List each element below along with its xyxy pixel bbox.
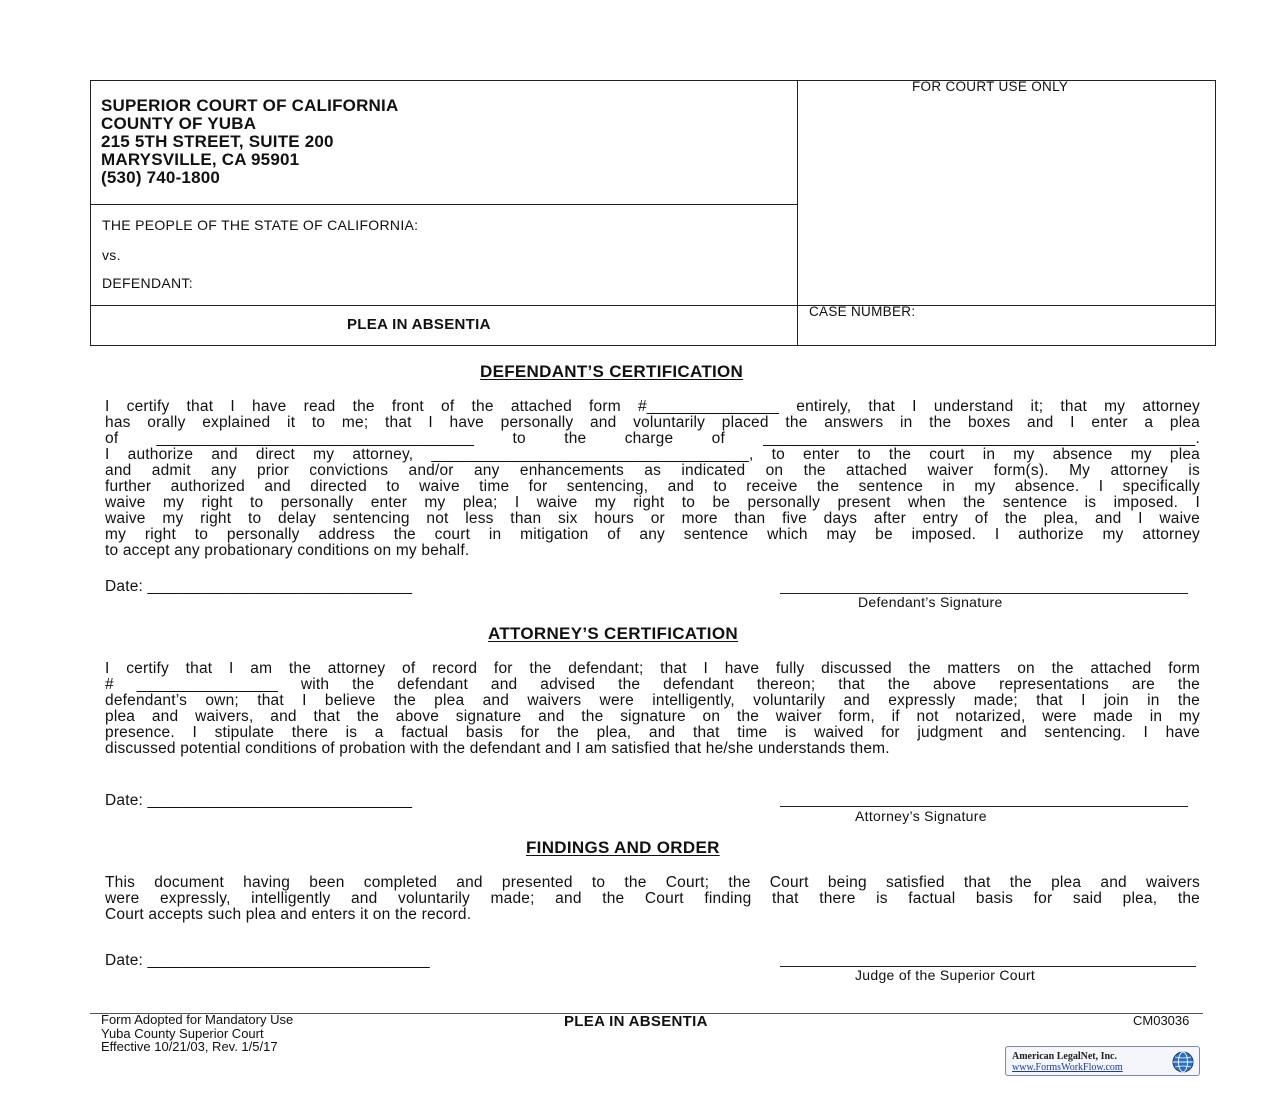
form-code: CM03036 [1133, 1013, 1190, 1028]
footer-line: Yuba County Superior Court [101, 1025, 264, 1041]
american-legalnet-logo[interactable] [1005, 1046, 1200, 1076]
defendant-cert-line: my right to personally address the court in mitigation of any sentence which may be imposed. I authorize my attorney [105, 526, 1200, 543]
court-name: SUPERIOR COURT OF CALIFORNIA [101, 96, 399, 115]
logo-name: American LegalNet, Inc. [1012, 1051, 1117, 1062]
findings-line: This document having been completed and presented to the Court; the Court being satisfied that the plea and waivers [105, 874, 1200, 891]
footer-line: Form Adopted for Mandatory Use [101, 1012, 294, 1027]
attorney-signature-line[interactable] [780, 806, 1188, 807]
vs-label: vs. [102, 247, 121, 263]
defendant-signature-label: Defendant’s Signature [858, 594, 1003, 610]
footer-form-info [101, 1013, 293, 1054]
case-number-label: CASE NUMBER: [809, 304, 916, 319]
judge-date-field[interactable]: Date: ________________________________ [105, 952, 430, 969]
form-title: PLEA IN ABSENTIA [347, 316, 491, 333]
court-street: 215 5TH STREET, SUITE 200 [101, 132, 334, 151]
court-address-block [101, 97, 398, 187]
people-label: THE PEOPLE OF THE STATE OF CALIFORNIA: [102, 217, 419, 233]
defendant-cert-body [105, 399, 1200, 559]
attorney-cert-line: plea and waivers, and that the above signature and the signature on the waiver form, if not notarized, were made in my [105, 708, 1200, 725]
defendant-cert-line: waive my right to delay sentencing not less than six hours or more than five days after entry of the plea, and I waive [105, 510, 1200, 527]
court-phone: (530) 740-1800 [101, 168, 221, 187]
caption-divider-court [90, 204, 797, 205]
attorney-cert-title: ATTORNEY’S CERTIFICATION [488, 624, 738, 643]
findings-body [105, 875, 1200, 923]
court-county: COUNTY OF YUBA [101, 114, 257, 133]
defendant-cert-line: has orally explained it to me; that I have personally and voluntarily placed the answers in the boxes and I enter a plea [105, 414, 1200, 431]
defendant-cert-line: further authorized and directed to waive time for sentencing, and to receive the sentence in my absence. I specifically [105, 478, 1200, 495]
footer-line: Effective 10/21/03, Rev. 1/5/17 [101, 1039, 278, 1054]
attorney-cert-line: I certify that I am the attorney of record for the defendant; that I have fully discussed the matters on the attached form [105, 660, 1200, 677]
findings-title: FINDINGS AND ORDER [526, 838, 720, 857]
logo-url[interactable]: www.FormsWorkFlow.com [1012, 1062, 1123, 1073]
defendant-date-field[interactable]: Date: ______________________________ [105, 578, 413, 595]
attorney-date-field[interactable]: Date: ______________________________ [105, 792, 413, 809]
globe-icon [1171, 1050, 1195, 1074]
defendant-cert-line: I authorize and direct my attorney, ____________________________________, to enter to the court in my absence my plea [105, 446, 1200, 463]
attorney-signature-label: Attorney’s Signature [855, 808, 987, 824]
attorney-cert-line: discussed potential conditions of probation with the defendant and I am satisfied that he/she understands them. [105, 740, 890, 757]
findings-line: were expressly, intelligently and voluntarily made; and the Court finding that there is factual basis for said plea, the [105, 890, 1200, 907]
defendant-cert-title: DEFENDANT’S CERTIFICATION [480, 362, 744, 381]
caption-divider-parties [90, 305, 1216, 306]
defendant-cert-line: I certify that I have read the front of the attached form #_______________ entirely, that I understand it; that my attorney [105, 398, 1200, 415]
attorney-cert-line: # ________________ with the defendant and advised the defendant thereon; that the above representations are the [105, 676, 1200, 693]
defendant-cert-line: waive my right to personally enter my plea; I waive my right to be personally present when the sentence is imposed. I [105, 494, 1200, 511]
defendant-cert-line: of ____________________________________ to the charge of _________________________________________________. [105, 430, 1200, 447]
attorney-cert-line: presence. I stipulate there is a factual basis for the plea, and that time is waived for judgment and sentencing. I have [105, 724, 1200, 741]
defendant-label: DEFENDANT: [102, 275, 193, 291]
court-city: MARYSVILLE, CA 95901 [101, 150, 300, 169]
attorney-cert-line: defendant’s own; that I believe the plea and waivers were intelligently, voluntarily and expressly made; that I join in the [105, 692, 1200, 709]
attorney-cert-body [105, 661, 1200, 757]
court-use-label: FOR COURT USE ONLY [912, 79, 1069, 94]
findings-line: Court accepts such plea and enters it on the record. [105, 906, 472, 923]
defendant-cert-line: to accept any probationary conditions on my behalf. [105, 542, 470, 559]
defendant-cert-line: and admit any prior convictions and/or any enhancements as indicated on the attached waiver form(s). My attorney is [105, 462, 1200, 479]
judge-signature-label: Judge of the Superior Court [855, 967, 1036, 983]
footer-title: PLEA IN ABSENTIA [564, 1013, 708, 1030]
